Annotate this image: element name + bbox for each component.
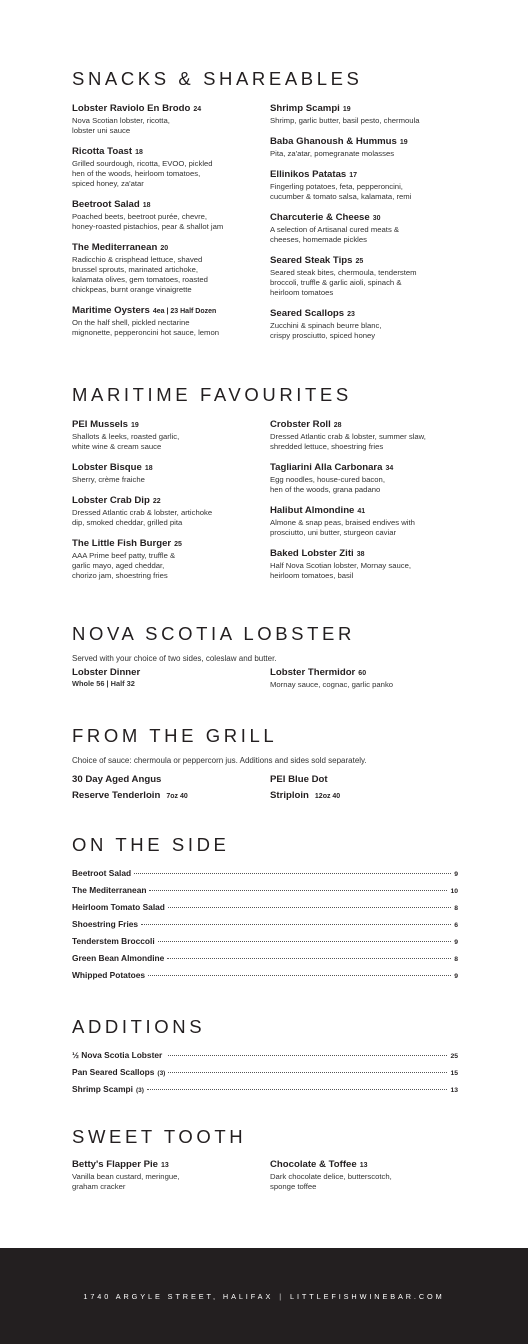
snacks-right-column xyxy=(270,103,460,351)
additions-list xyxy=(72,1049,458,1100)
item-name: Ricotta Toast xyxy=(72,146,133,157)
item-price: 17 xyxy=(349,172,358,179)
item-price: 6 xyxy=(454,922,458,929)
item-price: 41 xyxy=(357,508,366,515)
section-note: Choice of sauce: chermoula or peppercorn jus. Additions and sides sold separately. xyxy=(72,756,367,765)
menu-item xyxy=(72,419,262,452)
footer-website-link[interactable]: LITTLEFISHWINEBAR.COM xyxy=(290,1292,445,1301)
item-price: 9 xyxy=(454,973,458,980)
item-price: 18 xyxy=(142,202,151,209)
section-additions xyxy=(72,1016,462,1096)
item-description: A selection of Artisanal cured meats & cheeses, homemade pickles xyxy=(270,225,400,244)
item-name: Heirloom Tomato Salad xyxy=(72,902,165,912)
section-lobster xyxy=(72,623,462,703)
item-name: 30 Day Aged Angus xyxy=(72,774,162,785)
list-item xyxy=(72,1083,458,1100)
item-name: Beetroot Salad xyxy=(72,868,132,878)
item-description: Dressed Atlantic crab & lobster, summer slaw, shredded lettuce, shoestring fries xyxy=(270,432,426,451)
item-name: Striploin xyxy=(270,790,309,801)
item-description: Radicchio & crisphead lettuce, shaved brussel sprouts, marinated artichoke, kalamata olives, gem tomatoes, roasted chickpeas, burnt orange vinaigrette xyxy=(72,255,208,294)
item-price: 18 xyxy=(135,149,143,156)
menu-item xyxy=(72,103,262,136)
item-name: Tagliarini Alla Carbonara xyxy=(270,462,383,473)
item-price: 18 xyxy=(144,465,153,472)
item-name: Shoestring Fries xyxy=(72,919,139,929)
item-name: Charcuterie & Cheese xyxy=(270,212,370,223)
section-title: ON THE SIDE xyxy=(72,834,230,855)
item-description: Vanilla bean custard, meringue, graham cracker xyxy=(72,1172,180,1191)
item-price: 19 xyxy=(399,139,408,146)
item-price: 20 xyxy=(160,245,169,252)
item-price: 13 xyxy=(359,1162,368,1169)
item-quantity: (3) xyxy=(157,1070,166,1077)
item-price: 25 xyxy=(174,541,182,548)
item-name: Seared Steak Tips xyxy=(270,255,353,266)
leader-dots xyxy=(149,890,447,891)
leader-dots xyxy=(168,907,451,908)
section-title: ADDITIONS xyxy=(72,1016,206,1037)
item-name: Chocolate & Toffee xyxy=(270,1159,357,1170)
item-price: 28 xyxy=(333,422,342,429)
menu-item xyxy=(270,169,460,202)
item-price: 10 xyxy=(450,888,458,895)
item-description: Fingerling potatoes, feta, pepperoncini, cucumber & tomato salsa, kalamata, remi xyxy=(270,182,412,201)
item-price: 13 xyxy=(161,1162,169,1169)
item-name: Shrimp Scampi xyxy=(270,103,340,114)
menu-item xyxy=(72,199,262,232)
menu-item xyxy=(72,538,262,581)
item-name: Green Bean Almondine xyxy=(72,953,165,963)
item-description: Egg noodles, house-cured bacon, hen of the woods, grana padano xyxy=(270,475,385,494)
item-name: Lobster Bisque xyxy=(72,462,142,473)
item-price: Whole 56 | Half 32 xyxy=(72,679,135,688)
sweet-right-column xyxy=(270,1159,460,1202)
item-description: Poached beets, beetroot purée, chevre, honey-roasted pistachios, pear & shallot jam xyxy=(72,212,224,231)
item-price: 8 xyxy=(454,956,458,963)
item-price: 23 xyxy=(347,311,355,318)
list-item xyxy=(72,901,458,918)
section-title: SWEET TOOTH xyxy=(72,1126,247,1147)
list-item xyxy=(72,1049,458,1066)
footer-text xyxy=(0,1292,528,1301)
item-description: Sherry, crème fraiche xyxy=(72,475,145,484)
item-description: Dressed Atlantic crab & lobster, artichoke dip, smoked cheddar, grilled pita xyxy=(72,508,213,527)
section-title: NOVA SCOTIA LOBSTER xyxy=(72,623,355,644)
item-description: Grilled sourdough, ricotta, EVOO, pickled hen of the woods, heirloom tomatoes, spiced honey, za'atar xyxy=(72,159,213,188)
item-name: Betty's Flapper Pie xyxy=(72,1159,158,1170)
section-title: SNACKS & SHAREABLES xyxy=(72,68,363,89)
maritime-left-column xyxy=(72,419,262,591)
item-name: Maritime Oysters xyxy=(72,305,150,316)
item-name: Shrimp Scampi xyxy=(72,1084,133,1094)
item-description: Seared steak bites, chermoula, tenderstem broccoli, truffle & garlic aioli, spinach & heirloom tomatoes xyxy=(270,268,417,297)
item-description: Dark chocolate delice, butterscotch, sponge toffee xyxy=(270,1172,392,1191)
lobster-left-column xyxy=(72,667,262,699)
leader-dots xyxy=(168,1072,447,1073)
menu-item xyxy=(270,1159,460,1192)
item-description: Mornay sauce, cognac, garlic panko xyxy=(270,680,394,689)
item-name: Lobster Dinner xyxy=(72,667,141,678)
item-description: Zucchini & spinach beurre blanc, crispy prosciutto, spiced honey xyxy=(270,321,382,340)
item-description: Shrimp, garlic butter, basil pesto, chermoula xyxy=(270,116,420,125)
item-name: Seared Scallops xyxy=(270,308,345,319)
menu-item xyxy=(270,548,460,581)
section-grill xyxy=(72,725,462,805)
item-name: Whipped Potatoes xyxy=(72,970,146,980)
list-item xyxy=(72,1066,458,1083)
menu-item xyxy=(270,103,460,126)
section-title: MARITIME FAVOURITES xyxy=(72,384,352,405)
menu-item xyxy=(270,462,460,495)
item-name: Baked Lobster Ziti xyxy=(270,548,354,559)
lobster-right-column xyxy=(270,667,460,700)
item-name: Ellinikos Patatas xyxy=(270,169,347,180)
item-name: Baba Ghanoush & Hummus xyxy=(270,136,397,147)
item-price: 24 xyxy=(193,106,202,113)
item-price: 34 xyxy=(385,465,394,472)
menu-item xyxy=(72,462,262,485)
menu-item xyxy=(72,305,262,338)
grill-right-column xyxy=(270,772,460,805)
item-price: 19 xyxy=(131,422,139,429)
side-list xyxy=(72,867,458,986)
grill-left-column xyxy=(72,772,262,805)
item-name: Lobster Crab Dip xyxy=(72,495,150,506)
item-quantity: (3) xyxy=(135,1087,144,1094)
item-price: 8 xyxy=(454,905,458,912)
menu-item xyxy=(270,136,460,159)
item-name: PEI Blue Dot xyxy=(270,774,328,785)
item-price: 19 xyxy=(342,106,351,113)
leader-dots xyxy=(134,873,451,874)
item-name: Pan Seared Scallops xyxy=(72,1067,155,1077)
leader-dots xyxy=(147,1089,448,1090)
list-item xyxy=(72,918,458,935)
item-description: Almone & snap peas, braised endives with prosciutto, uni butter, sturgeon caviar xyxy=(270,518,415,537)
item-price: 7oz 40 xyxy=(166,793,188,800)
footer xyxy=(0,1248,528,1344)
menu-item xyxy=(270,212,460,245)
list-item xyxy=(72,935,458,952)
item-description: Half Nova Scotian lobster, Mornay sauce, heirloom tomatoes, basil xyxy=(270,561,412,580)
section-note: Served with your choice of two sides, coleslaw and butter. xyxy=(72,654,277,663)
section-title: FROM THE GRILL xyxy=(72,725,278,746)
menu-item xyxy=(72,667,262,689)
footer-separator: | xyxy=(279,1292,285,1301)
sweet-left-column xyxy=(72,1159,262,1202)
item-price: 60 xyxy=(358,670,367,677)
item-name: Crobster Roll xyxy=(270,419,331,430)
menu-item xyxy=(270,505,460,538)
item-name: ½ Nova Scotia Lobster xyxy=(72,1050,163,1060)
section-sweet xyxy=(72,1126,462,1196)
leader-dots xyxy=(168,1055,447,1056)
menu-item xyxy=(270,667,460,690)
menu-item xyxy=(72,1159,262,1192)
footer-address: 1740 ARGYLE STREET, HALIFAX xyxy=(83,1292,274,1301)
item-price: 9 xyxy=(454,939,458,946)
item-description: Nova Scotian lobster, ricotta, lobster uni sauce xyxy=(72,116,170,135)
menu-item xyxy=(72,495,262,528)
list-item xyxy=(72,884,458,901)
item-price: 4ea | 23 Half Dozen xyxy=(152,308,217,315)
item-price: 12oz 40 xyxy=(314,793,341,800)
section-side xyxy=(72,834,462,994)
item-description: AAA Prime beef patty, truffle & garlic mayo, aged cheddar, chorizo jam, shoestring fries xyxy=(72,551,176,580)
item-name: Lobster Raviolo En Brodo xyxy=(72,103,191,114)
list-item xyxy=(72,969,458,986)
item-name: Beetroot Salad xyxy=(72,199,140,210)
section-snacks xyxy=(72,68,462,358)
item-price: 15 xyxy=(450,1070,458,1077)
item-name: Tenderstem Broccoli xyxy=(72,936,155,946)
item-price: 38 xyxy=(356,551,365,558)
maritime-right-column xyxy=(270,419,460,591)
list-item xyxy=(72,952,458,969)
leader-dots xyxy=(141,924,451,925)
item-price: 30 xyxy=(372,215,381,222)
item-name: The Mediterranean xyxy=(72,242,158,253)
menu-item xyxy=(72,242,262,295)
snacks-left-column xyxy=(72,103,262,348)
menu-item xyxy=(270,419,460,452)
item-name: PEI Mussels xyxy=(72,419,128,430)
item-name: Halibut Almondine xyxy=(270,505,355,516)
item-price: 22 xyxy=(152,498,161,505)
item-name: The Little Fish Burger xyxy=(72,538,172,549)
item-name: Reserve Tenderloin xyxy=(72,790,161,801)
item-name: The Mediterranean xyxy=(72,885,147,895)
item-description: Pita, za'atar, pomegranate molasses xyxy=(270,149,395,158)
menu-item xyxy=(72,146,262,189)
list-item xyxy=(72,867,458,884)
menu-item xyxy=(270,308,460,341)
item-price: 25 xyxy=(450,1053,458,1060)
leader-dots xyxy=(148,975,451,976)
menu-item xyxy=(270,255,460,298)
item-price: 25 xyxy=(355,258,364,265)
item-description: On the half shell, pickled nectarine mignonette, pepperoncini hot sauce, lemon xyxy=(72,318,220,337)
section-maritime xyxy=(72,384,462,594)
leader-dots xyxy=(167,958,451,959)
item-price: 13 xyxy=(450,1087,458,1094)
item-price: 9 xyxy=(454,871,458,878)
item-name: Lobster Thermidor xyxy=(270,667,356,678)
leader-dots xyxy=(158,941,452,942)
item-description: Shallots & leeks, roasted garlic, white wine & cream sauce xyxy=(72,432,180,451)
